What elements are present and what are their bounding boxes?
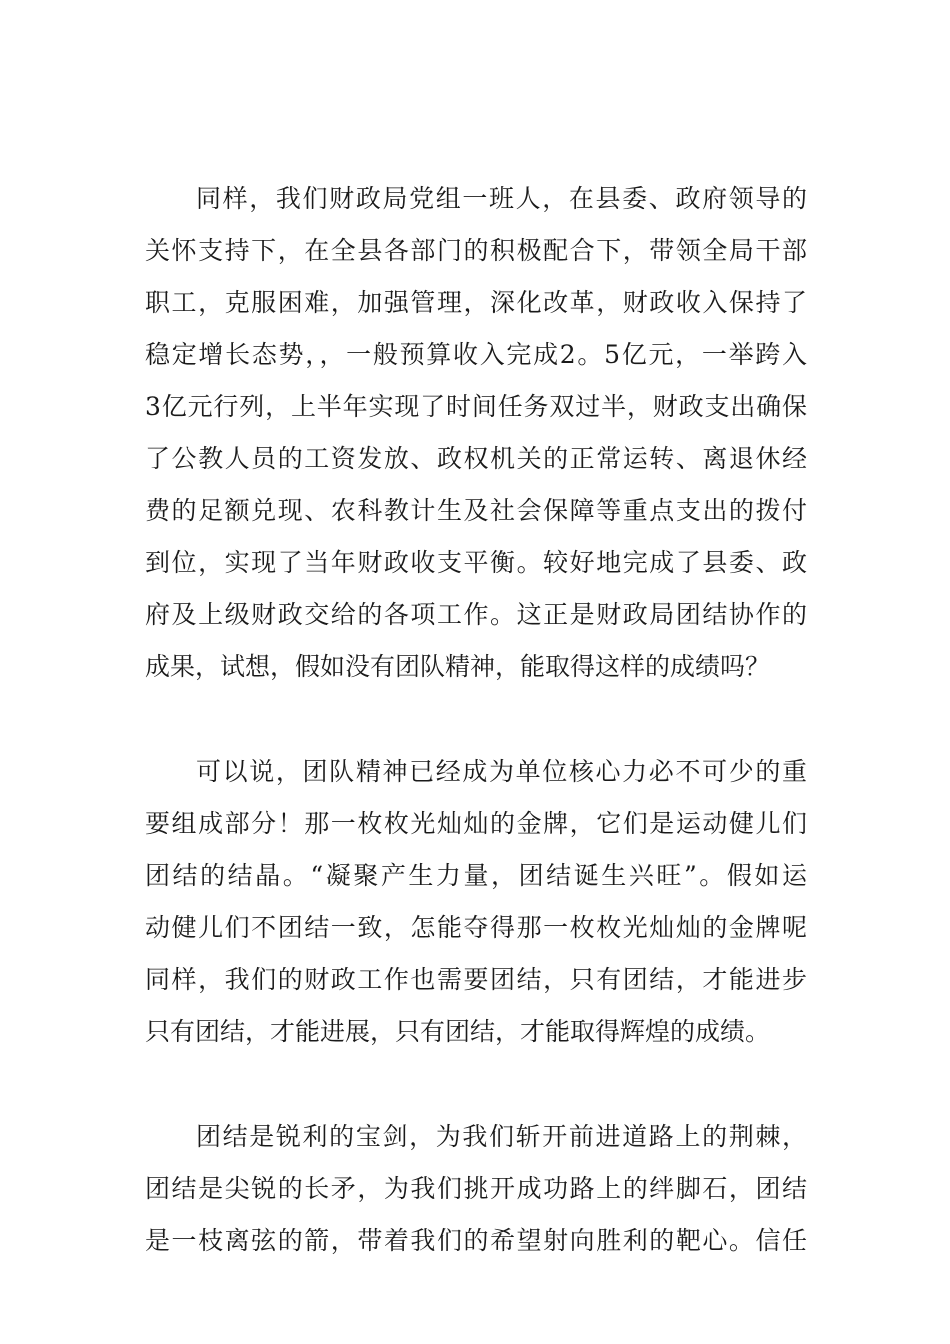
paragraph-3-line-1: 团结是锐利的宝剑，为我们斩开前进道路上的荆棘，: [196, 1122, 807, 1151]
paragraph-1-line-8: 到位，实现了当年财政收支平衡。较好地完成了县委、政: [145, 548, 807, 577]
paragraph-1-line-9: 府及上级财政交给的各项工作。这正是财政局团结协作的: [145, 600, 807, 629]
paragraph-1-line-6: 了公教人员的工资发放、政权机关的正常运转、离退休经: [145, 444, 807, 473]
paragraph-1-line-3: 职工，克服困难，加强管理，深化改革，财政收入保持了: [145, 288, 807, 317]
paragraph-2-line-4: 动健儿们不团结一致，怎能夺得那一枚枚光灿灿的金牌呢: [145, 913, 807, 942]
paragraph-1-line-4: 稳定增长态势，，一般预算收入完成2。5亿元，一举跨入: [145, 340, 807, 369]
paragraph-2-line-6: 只有团结，才能进展，只有团结，才能取得辉煌的成绩。: [145, 1017, 771, 1046]
paragraph-1-line-7: 费的足额兑现、农科教计生及社会保障等重点支出的拨付: [145, 496, 807, 525]
paragraph-2-line-2: 要组成部分！那一枚枚光灿灿的金牌，它们是运动健儿们: [145, 809, 807, 838]
paragraph-2-line-3: 团结的结晶。“凝聚产生力量，团结诞生兴旺”。假如运: [145, 861, 807, 890]
paragraph-2-line-1: 可以说，团队精神已经成为单位核心力必不可少的重: [196, 757, 807, 786]
paragraph-1-line-1: 同样，我们财政局党组一班人，在县委、政府领导的: [196, 184, 807, 213]
paragraph-2-line-5: 同样，我们的财政工作也需要团结，只有团结，才能进步: [145, 965, 807, 994]
paragraph-1-line-10: 成果，试想，假如没有团队精神，能取得这样的成绩吗？: [145, 652, 771, 681]
paragraph-3-line-3: 是一枝离弦的箭，带着我们的希望射向胜利的靶心。信任: [145, 1226, 807, 1255]
paragraph-1-line-5: 3亿元行列，上半年实现了时间任务双过半，财政支出确保: [145, 392, 807, 421]
paragraph-3-line-2: 团结是尖锐的长矛，为我们挑开成功路上的绊脚石，团结: [145, 1174, 807, 1203]
paragraph-1-line-2: 关怀支持下，在全县各部门的积极配合下，带领全局干部: [145, 236, 807, 265]
